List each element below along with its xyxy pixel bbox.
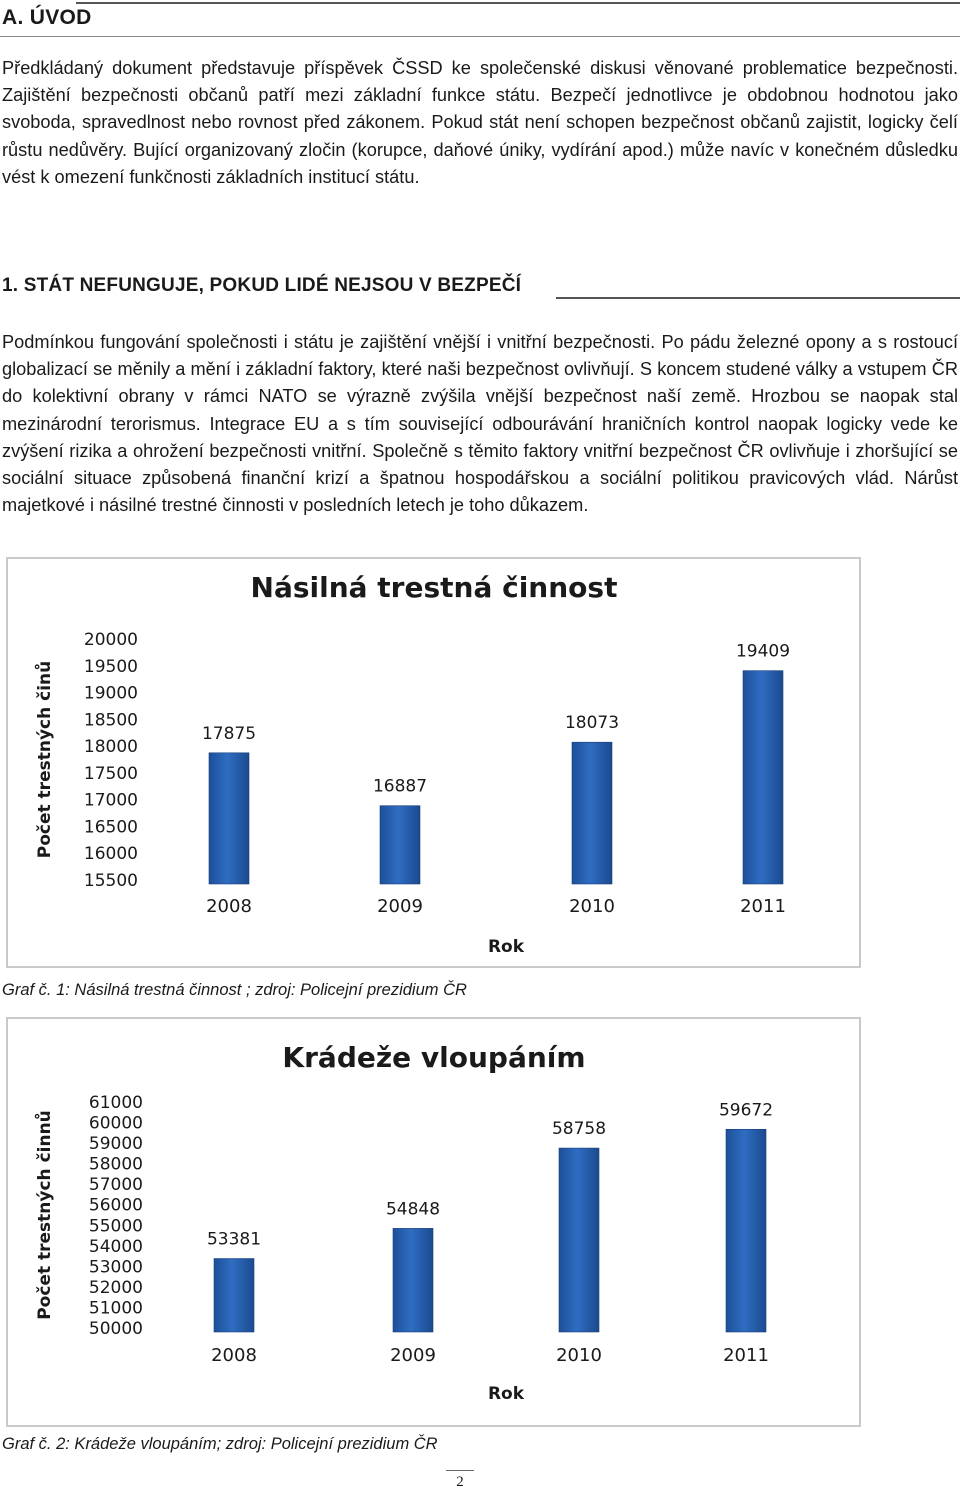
- page-number: 2: [456, 1474, 464, 1490]
- chart-title: Násilná trestná činnost: [250, 571, 618, 604]
- x-tick-label-2011: 2011: [740, 896, 786, 917]
- y-tick-label: 20000: [83, 630, 138, 650]
- data-label-2011: 19409: [735, 641, 791, 662]
- bar-2011: [726, 1129, 766, 1332]
- bar-2011: [743, 671, 783, 884]
- y-tick-label: 19500: [83, 656, 138, 677]
- y-tick-label: 59000: [88, 1134, 143, 1155]
- y-tick-label: 58000: [88, 1154, 143, 1175]
- x-axis-label: Rok: [487, 937, 525, 957]
- section-heading-rule: [556, 297, 960, 299]
- data-label-2008: 17875: [201, 723, 257, 744]
- y-tick-label: 53000: [88, 1257, 143, 1278]
- y-tick-label: 60000: [88, 1113, 143, 1134]
- x-tick-label-2008: 2008: [206, 896, 252, 917]
- heading-rule: [76, 2, 960, 4]
- y-tick-label: 56000: [88, 1195, 143, 1216]
- x-tick-label-2008: 2008: [211, 1345, 257, 1366]
- data-label-2011: 59672: [718, 1100, 774, 1121]
- data-label-2008: 53381: [206, 1229, 262, 1250]
- bar-2009: [380, 806, 420, 884]
- y-tick-label: 17500: [83, 763, 138, 784]
- chart-violent-crime: [6, 557, 861, 968]
- y-tick-label: 50000: [88, 1319, 143, 1339]
- chart-violent-crime-svg: [8, 559, 859, 966]
- bar-2008: [209, 753, 249, 884]
- section-heading-stat-nefunguje: 1. STÁT NEFUNGUJE, POKUD LIDÉ NEJSOU V BEZPEČÍ: [2, 275, 522, 296]
- x-tick-label-2009: 2009: [390, 1345, 436, 1366]
- y-tick-label: 15500: [83, 871, 138, 891]
- bar-2010: [559, 1148, 599, 1332]
- bar-2010: [572, 742, 612, 884]
- chart-caption-2: Graf č. 2: Krádeže vloupáním; zdroj: Policejní prezidium ČR: [2, 1435, 438, 1453]
- y-tick-label: 16500: [83, 817, 138, 838]
- chart-title: Krádeže vloupáním: [282, 1041, 586, 1074]
- intro-paragraph: Předkládaný dokument představuje příspěvek ČSSD ke společenské diskusi věnované problematice bezpečnosti. Zajištění bezpečnosti občanů patří mezi základní funkce státu. Bezpečí jednotlivce je obdobnou hodnotou jako svoboda, spravedlnost nebo rovnost před zákonem. Pokud stát není schopen bezpečnost občanů zajistit, logicky čelí růstu nedůvěry. Bující organizovaný zločin (korupce, daňové úniky, vydírání apod.) může navíc v konečném důsledku vést k omezení funkčnosti základních institucí státu.: [2, 58, 958, 187]
- y-axis-label: Počet trestných činů: [35, 660, 55, 859]
- x-tick-label-2011: 2011: [723, 1345, 769, 1366]
- heading-underline: [0, 36, 960, 37]
- y-tick-label: 51000: [88, 1298, 143, 1319]
- y-tick-label: 52000: [88, 1277, 143, 1298]
- y-tick-label: 16000: [83, 844, 138, 865]
- y-tick-label: 18000: [83, 737, 138, 758]
- bar-2009: [393, 1228, 433, 1332]
- chart-burglary-svg: [8, 1019, 859, 1425]
- data-label-2010: 18073: [564, 713, 620, 734]
- y-axis-label: Počet trestných činnů: [35, 1110, 55, 1320]
- chart-caption-1: Graf č. 1: Násilná trestná činnost ; zdroj: Policejní prezidium ČR: [2, 981, 467, 999]
- y-tick-label: 54000: [88, 1236, 143, 1257]
- y-tick-label: 17000: [83, 790, 138, 811]
- x-axis-label: Rok: [487, 1384, 525, 1404]
- x-tick-label-2010: 2010: [556, 1345, 602, 1366]
- x-tick-label-2010: 2010: [569, 896, 615, 917]
- y-tick-label: 55000: [88, 1216, 143, 1237]
- data-label-2010: 58758: [551, 1119, 607, 1140]
- chart-burglary: [6, 1017, 861, 1427]
- data-label-2009: 54848: [385, 1199, 441, 1220]
- x-tick-label-2009: 2009: [377, 896, 423, 917]
- y-tick-label: 57000: [88, 1175, 143, 1196]
- section-heading-uvod: A. ÚVOD: [2, 6, 92, 29]
- y-tick-label: 19000: [83, 683, 138, 704]
- page-number-rule: [446, 1470, 474, 1471]
- y-tick-label: 18500: [83, 710, 138, 731]
- security-paragraph: Podmínkou fungování společnosti i státu je zajištění vnější i vnitřní bezpečnosti. Po pádu železné opony a s rostoucí globalizací se měnily a mění i základní faktory, které naši bezpečnost ovlivňují. S koncem studené války a vstupem ČR do kolektivní obrany v rámci NATO se výrazně zvýšila vnější bezpečnost naší země. Hrozbou se naopak stal mezinárodní terorismus. Integrace EU a s tím související odbourávání hraničních kontrol naopak logicky vede ke zvýšení rizika a ohrožení bezpečnosti vnitřní. Společně s těmito faktory vnitřní bezpečnost ČR ovlivňuje i zhoršující se sociální situace způsobená finanční krizí a špatnou hospodářskou a sociální politikou pravicových vlád. Nárůst majetkové i násilné trestné činnosti v posledních letech je toho důkazem.: [2, 332, 958, 516]
- y-tick-label: 61000: [88, 1093, 143, 1113]
- data-label-2009: 16887: [372, 776, 428, 797]
- bar-2008: [214, 1259, 254, 1332]
